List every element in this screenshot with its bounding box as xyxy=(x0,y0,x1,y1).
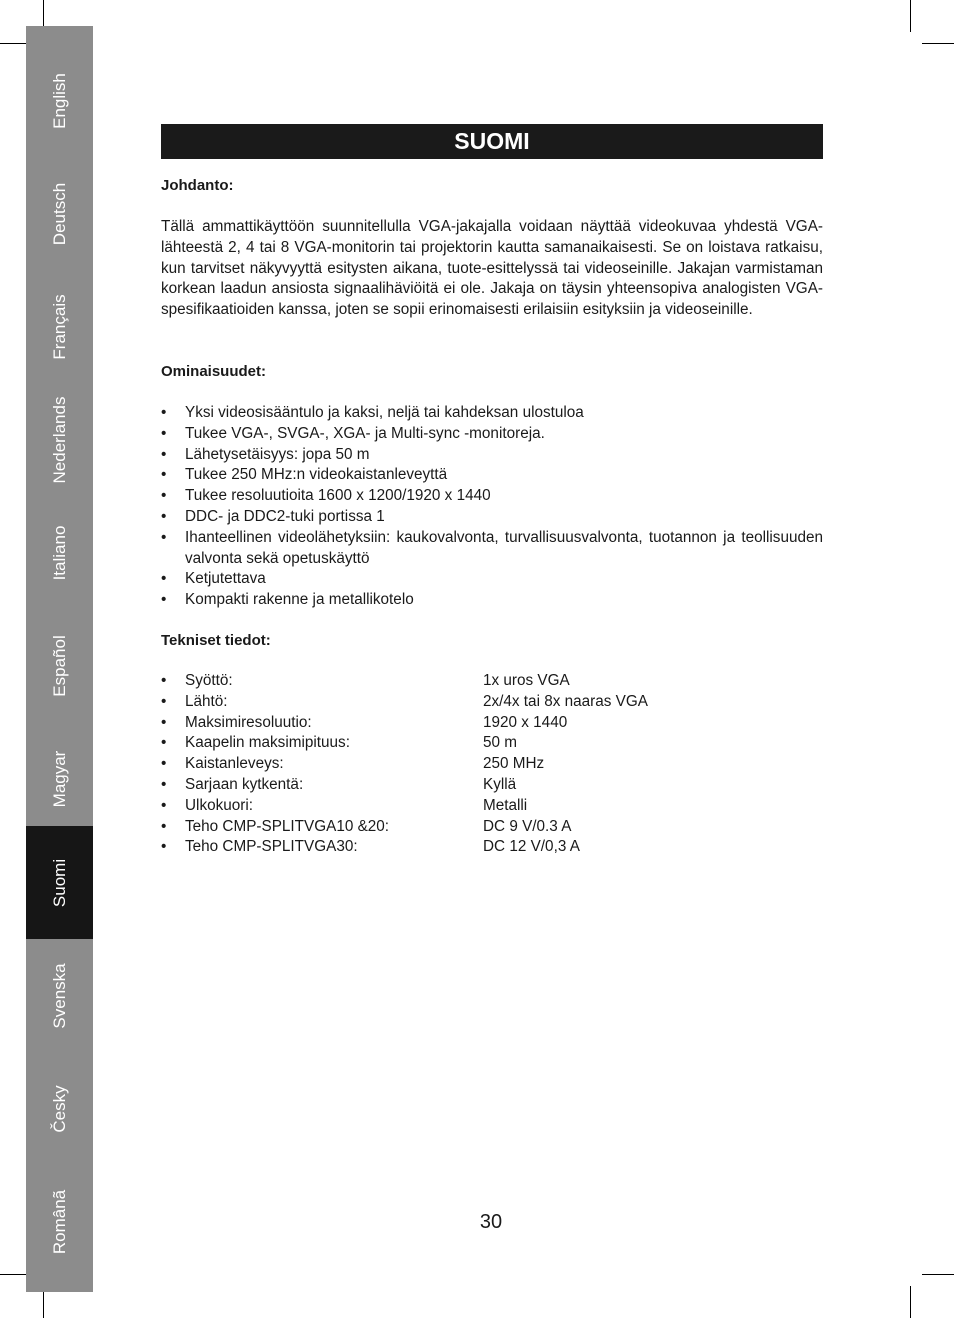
tab-svenska[interactable] xyxy=(26,939,93,1052)
tab-label: Magyar xyxy=(49,750,69,807)
spec-row xyxy=(161,796,823,817)
feature-text: Kompakti rakenne ja metallikotelo xyxy=(185,591,414,609)
feature-text: DDC- ja DDC2-tuki portissa 1 xyxy=(185,507,385,525)
bullet: • xyxy=(161,838,167,856)
bullet: • xyxy=(161,507,167,525)
bullet: • xyxy=(161,713,167,731)
spec-value: DC 12 V/0,3 A xyxy=(483,838,580,856)
language-sidebar xyxy=(26,26,93,1292)
spec-label: Lähtö: xyxy=(185,692,228,710)
spec-row xyxy=(161,817,823,838)
list-item xyxy=(161,403,823,424)
spec-value: 2x/4x tai 8x naaras VGA xyxy=(483,692,648,710)
tab-cesky[interactable] xyxy=(26,1052,93,1165)
list-item xyxy=(161,424,823,445)
spec-label: Sarjaan kytkentä: xyxy=(185,775,304,793)
spec-value: 250 MHz xyxy=(483,755,545,773)
bullet: • xyxy=(161,424,167,442)
feature-text: Tukee 250 MHz:n videokaistanleveyttä xyxy=(185,466,448,484)
spec-row xyxy=(161,671,823,692)
specs-heading: Tekniset tiedot: xyxy=(161,632,271,649)
tab-label: Italiano xyxy=(49,525,69,580)
spec-label: Teho CMP-SPLITVGA30: xyxy=(185,838,358,856)
intro-heading: Johdanto: xyxy=(161,177,234,194)
tab-suomi[interactable] xyxy=(26,826,93,939)
tab-label: English xyxy=(49,72,69,129)
spec-label: Kaapelin maksimipituus: xyxy=(185,734,350,752)
feature-text: Tukee resoluutioita 1600 x 1200/1920 x 1440 xyxy=(185,487,491,505)
features-heading: Ominaisuudet: xyxy=(161,363,267,380)
tab-english[interactable] xyxy=(26,44,93,157)
feature-text: Yksi videosisääntulo ja kaksi, neljä tai kahdeksan ulostuloa xyxy=(185,404,584,421)
spec-value: Kyllä xyxy=(483,775,517,793)
crop-mark xyxy=(910,1286,911,1318)
bullet: • xyxy=(161,466,167,484)
feature-text: Tukee VGA-, SVGA-, XGA- ja Multi-sync -monitoreja. xyxy=(185,424,545,442)
tab-deutsch[interactable] xyxy=(26,157,93,270)
bullet: • xyxy=(161,817,167,835)
bullet: • xyxy=(161,734,167,752)
tab-italiano[interactable] xyxy=(26,496,93,609)
list-item xyxy=(161,528,823,570)
bullet: • xyxy=(161,591,167,609)
crop-mark xyxy=(910,0,911,32)
spec-value: Metalli xyxy=(483,796,528,814)
bullet: • xyxy=(161,775,167,793)
bullet: • xyxy=(161,672,167,689)
bullet: • xyxy=(161,528,167,546)
intro-paragraph: Tällä ammattikäyttöön suunnitellulla VGA-jakajalla voidaan näyttää videokuvaa yhdestä VGA-lähteestä 2, 4 tai 8 VGA-monitorin tai projektorin kautta samanaikaisesti. Se on loistava ratkaisu, kun tarvitset näkyvyyttä esitysten aikana, tuote-esittelyssä tai videoseinille. Jakajan varmistaman korkean laadun ansiosta signaalihäviöitä ei ole. Jakaja on täysin yhteensopiva analogisten VGA-spesifikaatioiden kanssa, joten se sopii erinomaisesti erilaisiin esityksiin ja videoseinille. xyxy=(161,218,823,319)
spec-label: Ulkokuori: xyxy=(185,796,254,814)
crop-mark xyxy=(922,1274,954,1275)
list-item xyxy=(161,507,823,528)
bullet: • xyxy=(161,755,167,773)
list-item xyxy=(161,445,823,466)
tab-nederlands[interactable] xyxy=(26,383,93,496)
spec-value: 1920 x 1440 xyxy=(483,713,568,731)
tab-label: Suomi xyxy=(49,858,69,907)
features-list xyxy=(161,403,823,611)
tab-label: Français xyxy=(49,293,69,360)
tab-label: Česky xyxy=(49,1084,69,1133)
feature-text: Lähetysetäisyys: jopa 50 m xyxy=(185,445,370,463)
tab-label: Românã xyxy=(49,1189,69,1254)
spec-row xyxy=(161,754,823,775)
list-item xyxy=(161,465,823,486)
tab-label: Svenska xyxy=(49,962,69,1029)
feature-text: Ihanteellinen videolähetyksiin: kaukovalvonta, turvallisuusvalvonta, tuotannon ja teollisuuden valvonta sekä opetuskäyttö xyxy=(185,528,823,567)
spec-value: DC 9 V/0.3 A xyxy=(483,817,572,835)
tab-label: Nederlands xyxy=(49,396,69,483)
tab-romana[interactable] xyxy=(26,1165,93,1278)
page-title: SUOMI xyxy=(161,124,823,159)
page-number: 30 xyxy=(479,1211,503,1233)
spec-label: Maksimiresoluutio: xyxy=(185,713,312,731)
spec-label: Kaistanleveys: xyxy=(185,755,284,773)
bullet: • xyxy=(161,445,167,463)
spec-value: 50 m xyxy=(483,734,518,752)
spec-row xyxy=(161,692,823,713)
spec-row xyxy=(161,837,823,858)
list-item xyxy=(161,590,823,611)
feature-text: Ketjutettava xyxy=(185,570,266,588)
tab-espanol[interactable] xyxy=(26,609,93,722)
list-item xyxy=(161,569,823,590)
crop-mark xyxy=(922,43,954,44)
bullet: • xyxy=(161,404,167,421)
tab-label: Deutsch xyxy=(49,182,69,245)
spec-row xyxy=(161,733,823,754)
spec-label: Teho CMP-SPLITVGA10 &20: xyxy=(185,817,390,835)
bullet: • xyxy=(161,487,167,505)
list-item xyxy=(161,486,823,507)
spec-label: Syöttö: xyxy=(185,672,233,689)
spec-value: 1x uros VGA xyxy=(483,672,570,689)
spec-row xyxy=(161,713,823,734)
tab-label: Español xyxy=(49,634,69,697)
bullet: • xyxy=(161,692,167,710)
bullet: • xyxy=(161,796,167,814)
bullet: • xyxy=(161,570,167,588)
tab-magyar[interactable] xyxy=(26,722,93,835)
specs-list xyxy=(161,671,823,858)
spec-row xyxy=(161,775,823,796)
tab-francais[interactable] xyxy=(26,270,93,383)
